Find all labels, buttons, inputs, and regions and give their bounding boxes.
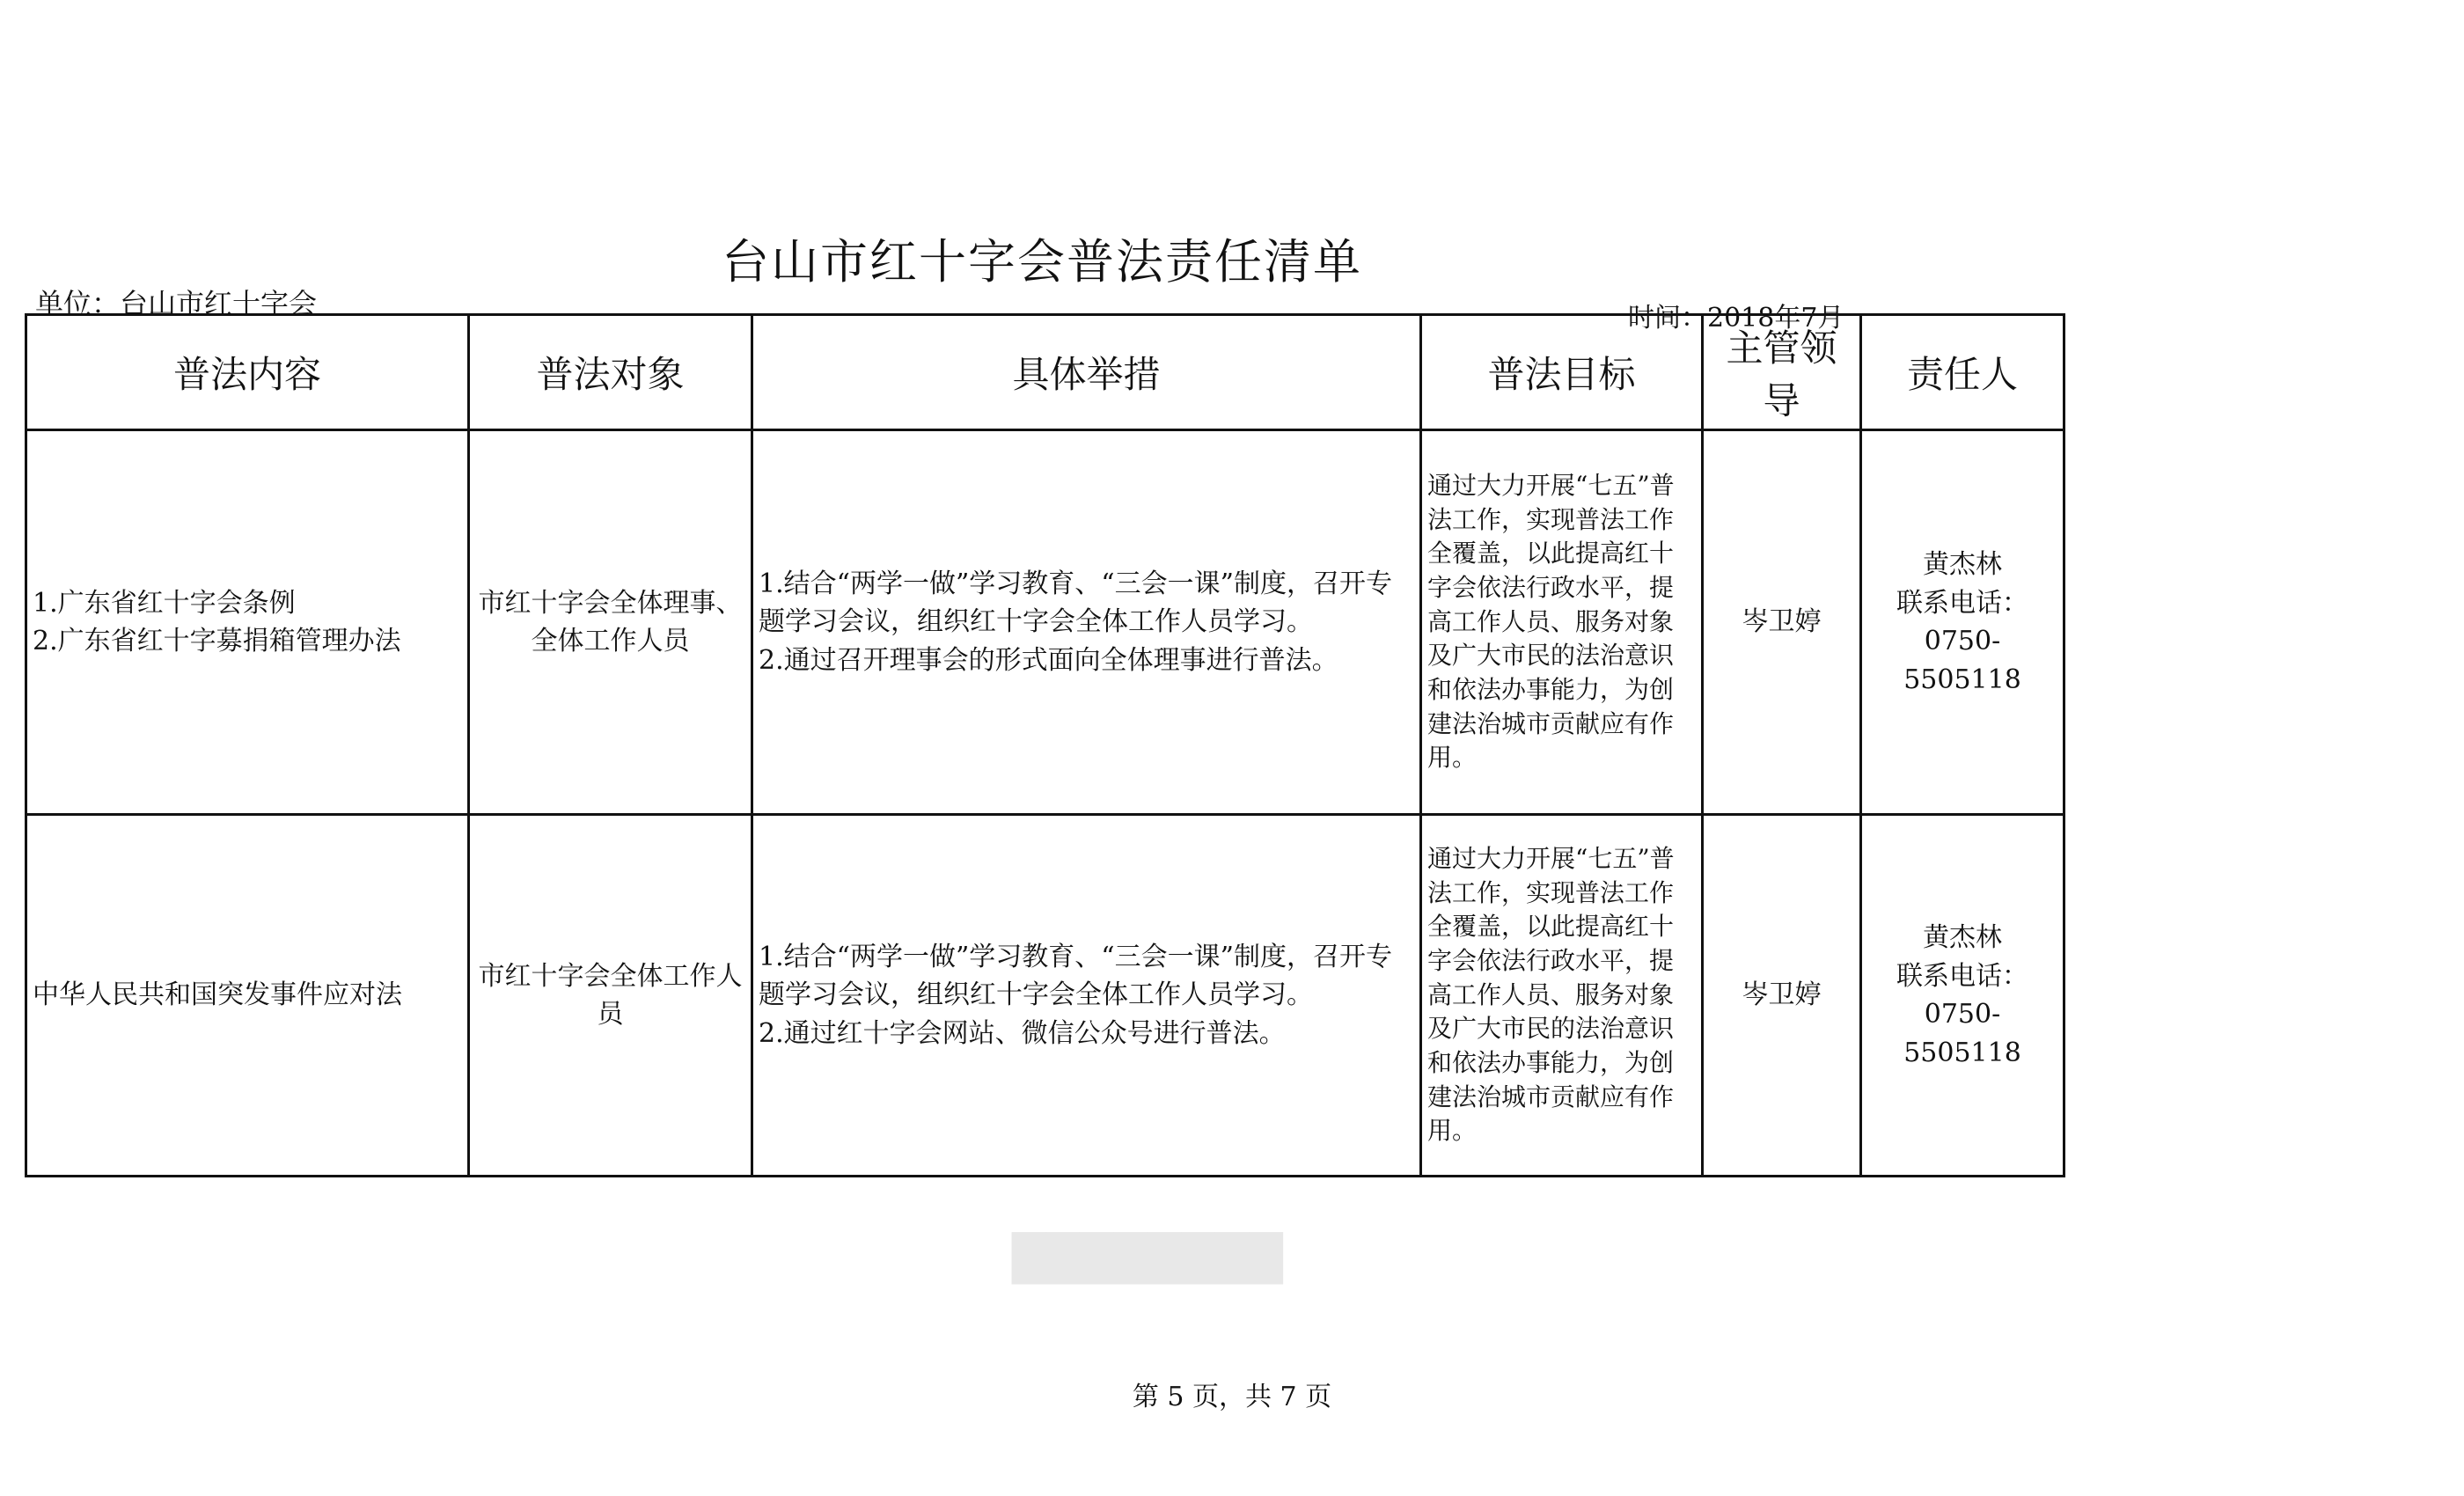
content-line: 中华人民共和国突发事件应对法 xyxy=(33,979,402,1011)
responsibility-table xyxy=(25,313,2065,1177)
unit-label: 单位：台山市红十字会 xyxy=(35,287,318,320)
cell-target: 市红十字会全体理事、全体工作人员 xyxy=(469,430,752,815)
header-leader: 主管领导 xyxy=(1703,315,1861,430)
table-header-row xyxy=(26,315,2064,430)
cell-content xyxy=(26,430,469,815)
cell-content xyxy=(26,815,469,1177)
content-line: 1.广东省红十字会条例 xyxy=(33,587,296,619)
cell-measures xyxy=(752,815,1421,1177)
header-measures: 具体举措 xyxy=(752,315,1421,430)
cell-goal: 通过大力开展“七五”普法工作，实现普法工作全覆盖，以此提高红十字会依法行政水平，提高工作人员、服务对象及广大市民的法治意识和依法办事能力，为创建法治城市贡献应有作用。 xyxy=(1421,430,1703,815)
table-row xyxy=(26,430,2064,815)
cell-goal: 通过大力开展“七五”普法工作，实现普法工作全覆盖，以此提高红十字会依法行政水平，提高工作人员、服务对象及广大市民的法治意识和依法办事能力，为创建法治城市贡献应有作用。 xyxy=(1421,815,1703,1177)
table-row xyxy=(26,815,2064,1177)
bleed-through-mark: ████████ xyxy=(1012,1232,1283,1284)
header-person: 责任人 xyxy=(1861,315,2064,430)
person-phone: 0750-5505118 xyxy=(1903,999,2021,1068)
page-footer: 第 5 页，共 7 页 xyxy=(1132,1382,1332,1412)
cell-leader: 岑卫婷 xyxy=(1703,430,1861,815)
header-target: 普法对象 xyxy=(469,315,752,430)
person-phone-label: 联系电话： xyxy=(1896,587,2028,619)
cell-target: 市红十字会全体工作人员 xyxy=(469,815,752,1177)
measure-line: 1.结合“两学一做”学习教育、“三会一课”制度，召开专题学习会议，组织红十字会全体工作人员学习。 xyxy=(759,568,1392,638)
header-content: 普法内容 xyxy=(26,315,469,430)
person-phone: 0750-5505118 xyxy=(1903,626,2021,695)
person-phone-label: 联系电话： xyxy=(1896,960,2028,992)
person-name: 黄杰林 xyxy=(1923,549,2002,580)
header-goal: 普法目标 xyxy=(1421,315,1703,430)
measure-line: 2.通过红十字会网站、微信公众号进行普法。 xyxy=(759,1017,1286,1049)
date-label: 时间：2018年7月 xyxy=(1628,303,1844,334)
cell-person xyxy=(1861,430,2064,815)
person-name: 黄杰林 xyxy=(1923,922,2002,953)
cell-leader: 岑卫婷 xyxy=(1703,815,1861,1177)
content-line: 2.广东省红十字募捐箱管理办法 xyxy=(33,626,401,656)
cell-measures xyxy=(752,430,1421,815)
measure-line: 1.结合“两学一做”学习教育、“三会一课”制度，召开专题学习会议，组织红十字会全体工作人员学习。 xyxy=(759,941,1392,1011)
measure-line: 2.通过召开理事会的形式面向全体理事进行普法。 xyxy=(759,644,1338,676)
page-title: 台山市红十字会普法责任清单 xyxy=(722,234,1362,290)
cell-person xyxy=(1861,815,2064,1177)
